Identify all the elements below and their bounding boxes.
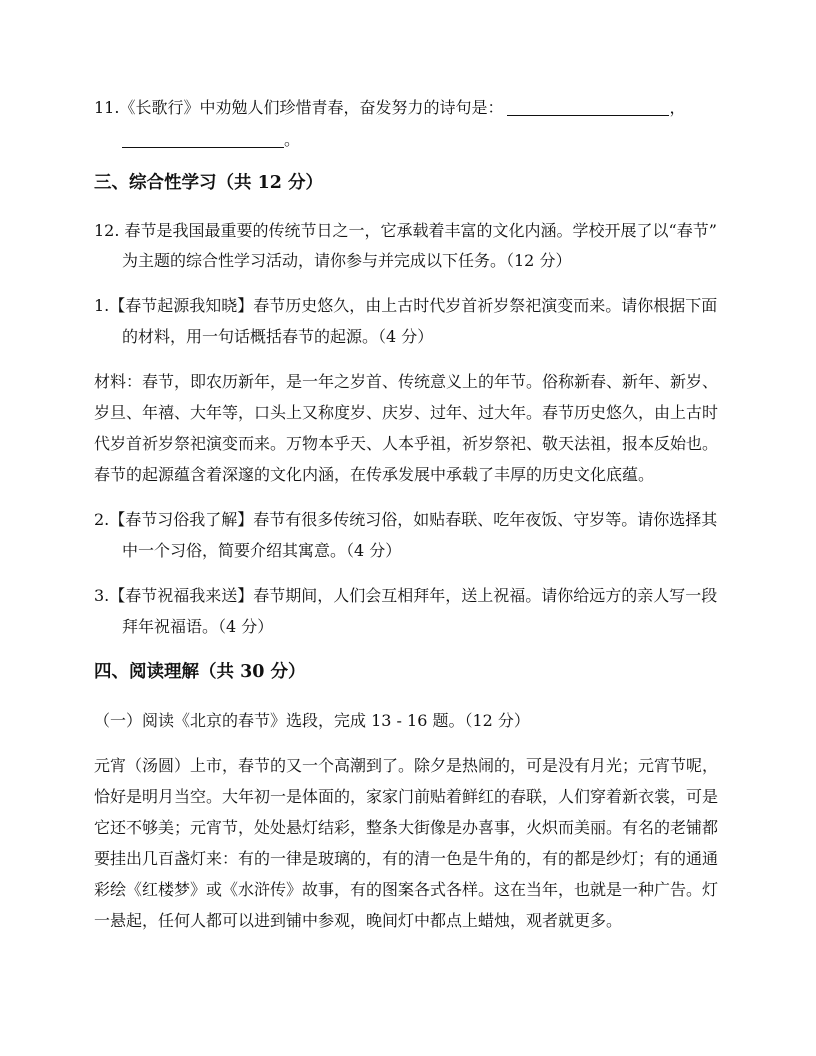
task-1-line-2: 的材料，用一句话概括春节的起源。（4 分） <box>122 327 434 346</box>
passage-line-1: 元宵（汤圆）上市，春节的又一个高潮到了。除夕是热闹的，可是没有月光；元宵节呢， <box>94 756 719 775</box>
task-3-line-1: 3.【春节祝福我来送】春节期间，人们会互相拜年，送上祝福。请你给远方的亲人写一段 <box>94 586 718 605</box>
answer-blank-1[interactable] <box>507 114 669 116</box>
question-11-end: 。 <box>284 130 301 149</box>
passage-line-4: 要挂出几百盏灯来：有的一律是玻璃的，有的清一色是牛角的，有的都是纱灯；有的通通 <box>94 849 719 868</box>
section-4-heading: 四、阅读理解（共 30 分） <box>94 662 306 682</box>
material-line-4: 春节的起源蕴含着深邃的文化内涵，在传承发展中承载了丰厚的历史文化底蕴。 <box>94 465 655 484</box>
passage-line-5: 彩绘《红楼梦》或《水浒传》故事，有的图案各式各样。这在当年，也就是一种广告。灯 <box>94 880 719 899</box>
task-2-line-2: 中一个习俗，简要介绍其寓意。（4 分） <box>122 541 402 560</box>
passage-line-3: 它还不够美；元宵节，处处悬灯结彩，整条大街像是办喜事，火炽而美丽。有名的老铺都 <box>94 818 719 837</box>
question-11-line-1 <box>94 98 746 118</box>
section-3-heading: 三、综合性学习（共 12 分） <box>94 173 324 193</box>
question-12-line-1: 12. 春节是我国最重要的传统节日之一，它承载着丰富的文化内涵。学校开展了以“春节” <box>94 221 717 240</box>
task-1-line-1: 1.【春节起源我知晓】春节历史悠久，由上古时代岁首祈岁祭祀演变而来。请你根据下面 <box>94 296 718 315</box>
question-11-line-2 <box>122 130 746 150</box>
material-line-3: 代岁首祈岁祭祀演变而来。万物本乎天、人本乎祖，祈岁祭祀、敬天法祖，报本反始也。 <box>94 434 719 453</box>
answer-blank-2[interactable] <box>122 146 284 148</box>
task-2-line-1: 2.【春节习俗我了解】春节有很多传统习俗，如贴春联、吃年夜饭、守岁等。请你选择其 <box>94 510 718 529</box>
question-11-text: 11.《长歌行》中劝勉人们珍惜青春，奋发努力的诗句是： <box>94 98 504 117</box>
material-line-1: 材料：春节，即农历新年，是一年之岁首、传统意义上的年节。俗称新春、新年、新岁、 <box>94 372 719 391</box>
passage-line-2: 恰好是明月当空。大年初一是体面的，家家门前贴着鲜红的春联，人们穿着新衣裳，可是 <box>94 787 719 806</box>
question-12-line-2: 为主题的综合性学习活动，请你参与并完成以下任务。（12 分） <box>122 251 572 270</box>
passage-line-6: 一悬起，任何人都可以进到铺中参观，晚间灯中都点上蜡烛，观者就更多。 <box>94 911 623 930</box>
reading-1-intro: （一）阅读《北京的春节》选段，完成 13 - 16 题。（12 分） <box>94 711 530 730</box>
task-3-line-2: 拜年祝福语。（4 分） <box>122 617 274 636</box>
question-11-comma: ， <box>669 98 686 117</box>
material-line-2: 岁旦、年禧、大年等，口头上又称度岁、庆岁、过年、过大年。春节历史悠久，由上古时 <box>94 403 719 422</box>
